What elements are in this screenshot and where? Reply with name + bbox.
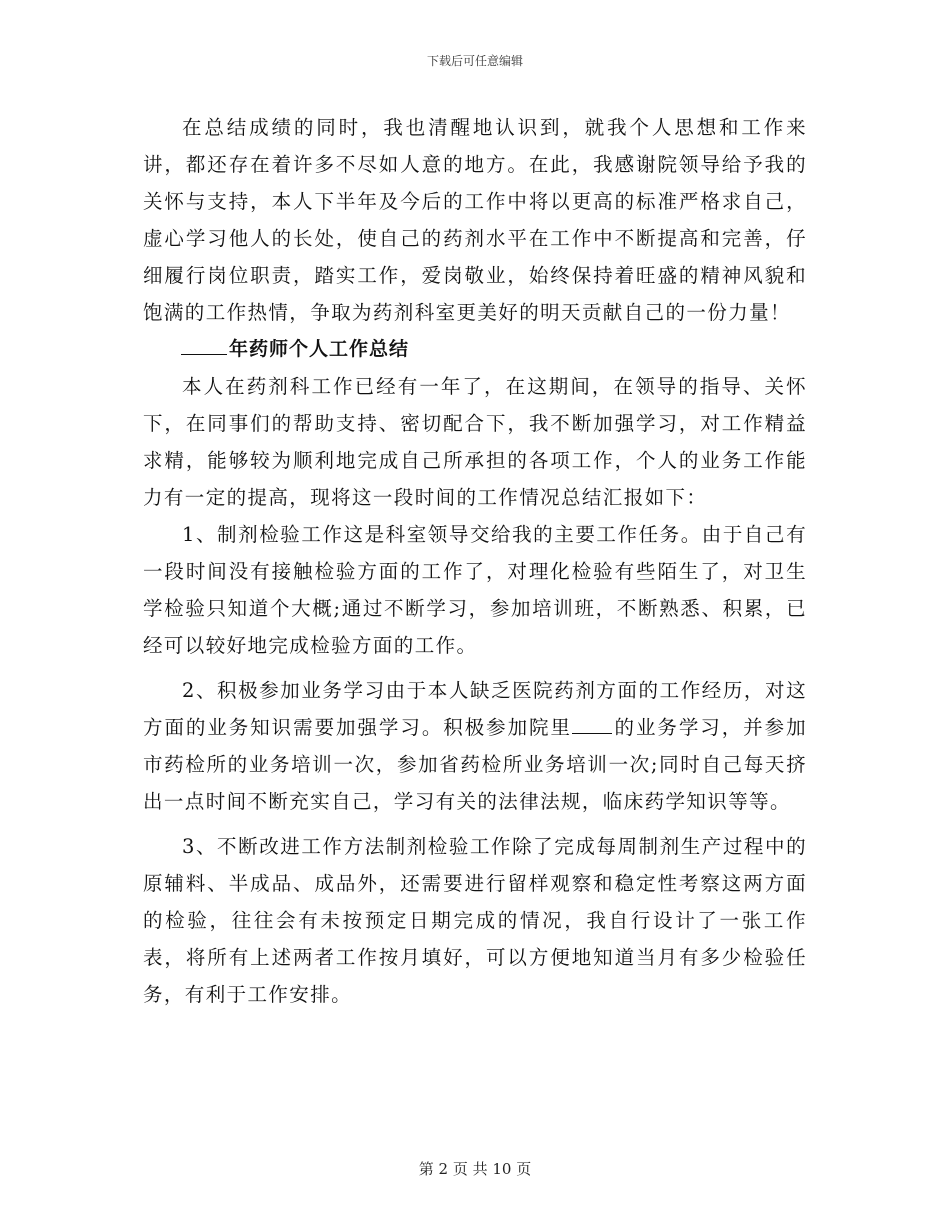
paragraph-item-2-part-b: 的业务学习，并参加市药检所的业务培训一次，参加省药检所业务培训一次;同时自己每天挤出一点时间不断充实自己，学习有关的法律法规，临床药学知识等等。 [143, 716, 807, 813]
paragraph-item-1: 1、制剂检验工作这是科室领导交给我的主要工作任务。由于自己有一段时间没有接触检验方面的工作了，对理化检验有些陌生了，对卫生学检验只知道个大概;通过不断学习，参加培训班，不断熟悉、积累，已经可以较好地完成检验方面的工作。 [143, 523, 807, 657]
paragraph-item-2-part-a: 2、积极参加业务学习由于本人缺乏医院药剂方面的工作经历，对这方面的业务知识需要加强学习。积极参加院里 [143, 679, 807, 739]
paragraph-item-2 [143, 672, 807, 820]
page-header-note: 下载后可任意编辑 [426, 54, 523, 68]
document-body [143, 109, 807, 1013]
paragraph-item-3: 3、不断改进工作方法制剂检验工作除了完成每周制剂生产过程中的原辅料、半成品、成品外，还需要进行留样观察和稳定性考察这两方面的检验，往往会有未按预定日期完成的情况，我自行设计了一张工作表，将所有上述两者工作按月填好，可以方便地知道当月有多少检验任务，有利于工作安排。 [143, 835, 807, 1006]
section-title-text: 年药师个人工作总结 [229, 338, 410, 360]
paragraph-conclusion: 在总结成绩的同时，我也清醒地认识到，就我个人思想和工作来讲，都还存在着许多不尽如人意的地方。在此，我感谢院领导给予我的关怀与支持，本人下半年及今后的工作中将以更高的标准严格求自己，虚心学习他人的长处，使自己的药剂水平在工作中不断提高和完善，仔细履行岗位职责，踏实工作，爱岗敬业，始终保持着旺盛的精神风貌和饱满的工作热情，争取为药剂科室更美好的明天贡献自己的一份力量！ [143, 116, 807, 324]
title-blank-underline [181, 336, 227, 355]
paragraph-intro: 本人在药剂科工作已经有一年了，在这期间，在领导的指导、关怀下，在同事们的帮助支持、密切配合下，我不断加强学习，对工作精益求精，能够较为顺利地完成自己所承担的各项工作，个人的业务工作能力有一定的提高，现将这一段时间的工作情况总结汇报如下： [143, 375, 807, 509]
inline-blank-underline [572, 715, 612, 734]
section-title [143, 331, 807, 368]
page-footer-number: 第 2 页 共 10 页 [418, 1160, 532, 1178]
